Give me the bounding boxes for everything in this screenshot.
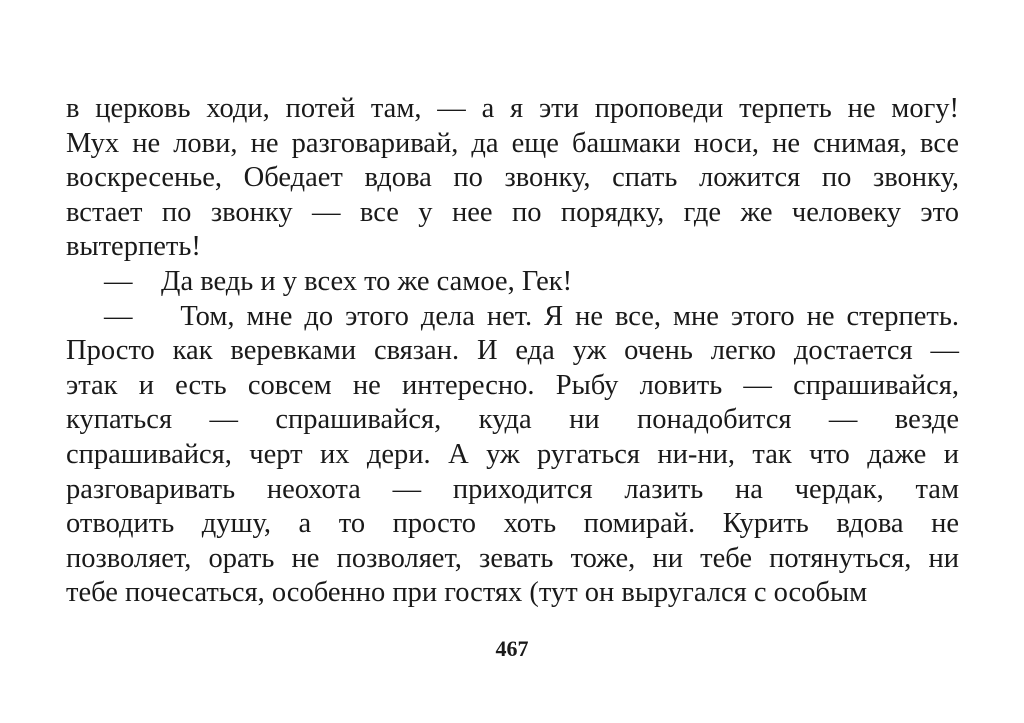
text-line: вытерпеть!	[66, 231, 201, 263]
text-line: тебе почесаться, особенно при гостях (тут он выругался с особым	[66, 577, 868, 609]
text-line: купаться — спрашивайся, куда ни понадобится — везде	[66, 404, 959, 436]
text-line: этак и есть совсем не интересно. Рыбу ловить — спрашивайся,	[66, 369, 959, 401]
text-line: позволяет, орать не позволяет, зевать тоже, ни тебе потянуться, ни	[66, 542, 959, 574]
text-line: разговаривать неохота — приходится лазить на чердак, там	[66, 473, 959, 505]
text-line: Мух не лови, не разговаривай, да еще башмаки носи, не снимая, все	[66, 127, 959, 159]
page-number: 467	[495, 636, 529, 661]
text-line: в церковь ходи, потей там, — а я эти проповеди терпеть не могу!	[66, 93, 959, 124]
body-text	[66, 92, 959, 611]
text-line: Просто как веревками связан. И еда уж очень легко достается —	[66, 335, 959, 367]
text-line: встает по звонку — все у нее по порядку, где же человеку это	[66, 196, 959, 228]
text-line: спрашивайся, черт их дери. А уж ругаться ни-ни, так что даже и	[66, 438, 959, 470]
text-line: отводить душу, а то просто хоть помирай. Курить вдова не	[66, 508, 959, 540]
text-line: воскресенье, Обедает вдова по звонку, спать ложится по звонку,	[66, 162, 959, 194]
dialog-line: — Да ведь и у всех то же самое, Гек!	[104, 265, 573, 297]
dialog-line: — Том, мне до этого дела нет. Я не все, мне этого не стерпеть.	[104, 300, 959, 332]
